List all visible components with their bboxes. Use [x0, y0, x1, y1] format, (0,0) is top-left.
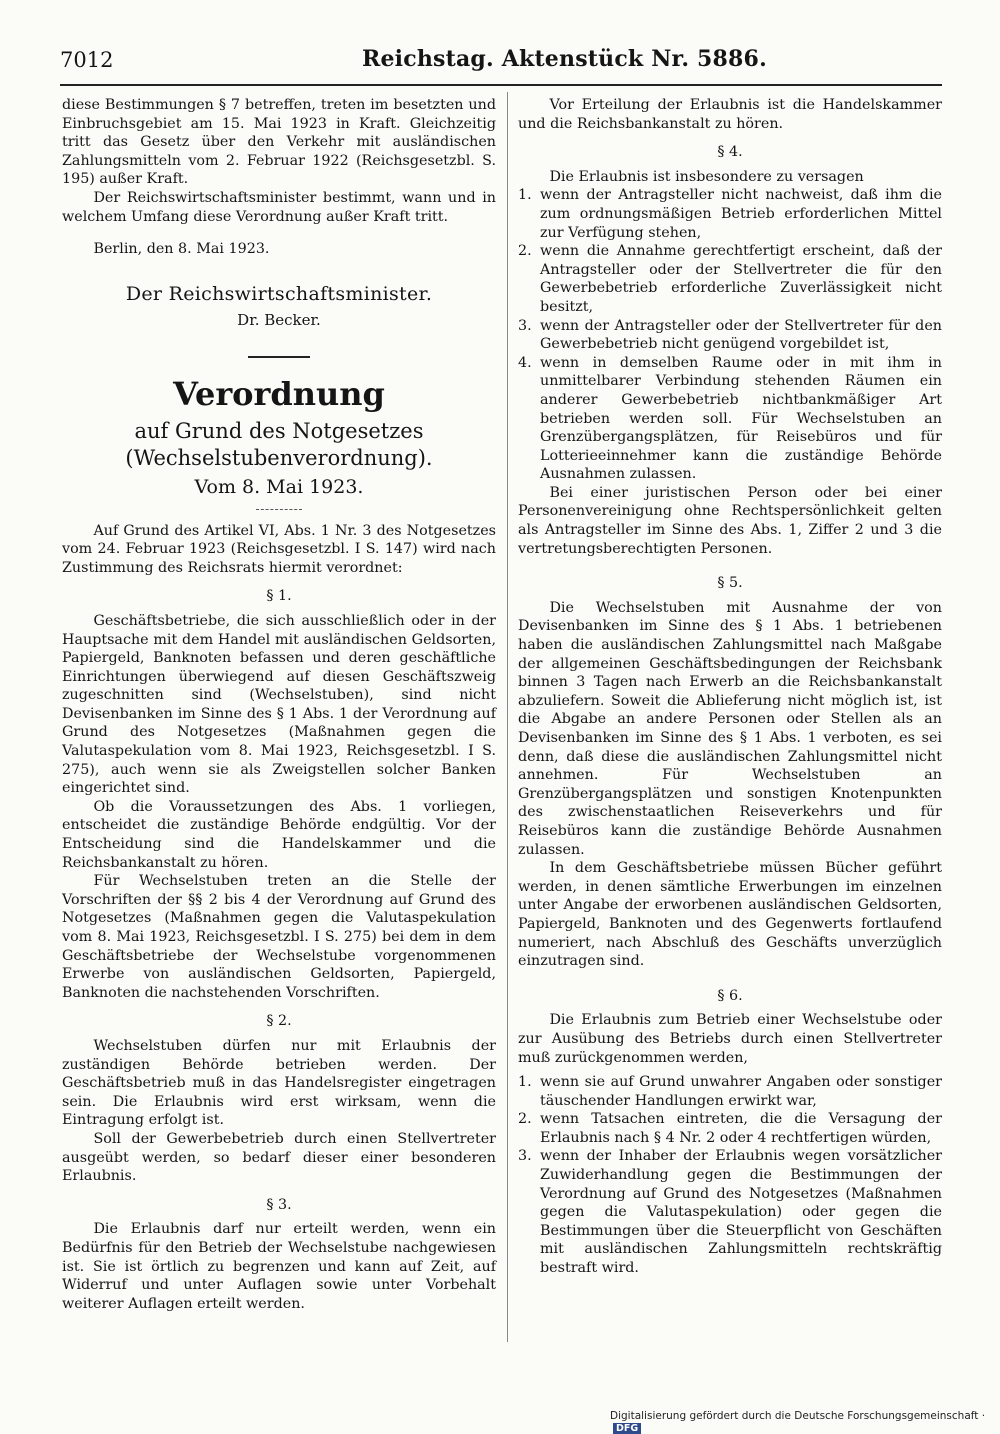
- column-divider: [507, 92, 508, 1342]
- list-item: [518, 1147, 942, 1277]
- section-heading: § 6.: [717, 987, 743, 1004]
- list-text: wenn Tatsachen eintreten, die die Versagung der Erlaubnis nach § 4 Nr. 2 oder 4 rechtfertigen würden,: [540, 1111, 942, 1146]
- list-text: wenn der Antragsteller oder der Stellvertreter für den Gewerbebetrieb nicht genügend vorgebildet ist,: [540, 317, 942, 353]
- header-rule: [60, 84, 942, 86]
- preamble: Auf Grund des Artikel VI, Abs. 1 Nr. 3 des Notgesetzes vom 24. Februar 1923 (Reichsgesetzbl. I S. 147) wird nach Zustimmung des Reichsrats hiermit verordnet:: [62, 522, 496, 576]
- list-text: wenn die Annahme gerechtfertigt erscheint, daß der Antragsteller oder der Stellvertreter die für den Gewerbebetrieb erforderliche Zuverlässigkeit nicht besitzt,: [540, 243, 942, 315]
- section-paragraph: In dem Geschäftsbetriebe müssen Bücher geführt werden, in denen sämtliche Erwerbungen im einzelnen unter Angabe der erworbenen ausländischen Geldsorten, Papiergeld, Banknoten und des Gegenwerts fortlaufend numeriert, nach Abschluß des Geschäfts unverzüglich einzutragen sind.: [518, 860, 942, 970]
- running-title: Reichstag. Aktenstück Nr. 5886.: [362, 46, 767, 72]
- digitization-credit: [610, 1410, 1000, 1434]
- section-heading: § 1.: [266, 588, 292, 605]
- list-number: 3.: [518, 1148, 532, 1165]
- list-item: [518, 1073, 942, 1110]
- list-number: 2.: [518, 1111, 532, 1128]
- section-paragraph: Vor Erteilung der Erlaubnis ist die Handelskammer und die Reichsbankanstalt zu hören.: [518, 97, 942, 132]
- dfg-logo: DFG: [613, 1423, 641, 1434]
- footer-text: Digitalisierung gefördert durch die Deutsche Forschungsgemeinschaft ·: [610, 1410, 986, 1422]
- section-paragraph: Soll der Gewerbebetrieb durch einen Stellvertreter ausgeübt werden, so bedarf dieser einer besonderen Erlaubnis.: [62, 1130, 496, 1185]
- list-item: [518, 317, 942, 354]
- separator-rule: [248, 356, 310, 358]
- decree-title: Verordnung: [173, 374, 385, 413]
- page-number: 7012: [60, 48, 114, 72]
- intro-paragraph: Der Reichswirtschaftsminister bestimmt, wann und in welchem Umfang diese Verordnung außer Kraft tritt.: [62, 189, 496, 225]
- list-number: 1.: [518, 1074, 532, 1091]
- section-paragraph: Wechselstuben dürfen nur mit Erlaubnis der zuständigen Behörde betrieben werden. Der Geschäftsbetrieb muß in das Handelsregister eingetragen sein. Die Erlaubnis wird erst wirksam, wenn die Eintragung erfolgt ist.: [62, 1037, 496, 1129]
- section-paragraph: Für Wechselstuben treten an die Stelle der Vorschriften der §§ 2 bis 4 der Verordnung auf Grund des Notgesetzes (Maßnahmen gegen die Valutaspekulation vom 8. Mai 1923, Reichsgesetzbl. I S. 275) bei dem in dem Geschäftsbetriebe der Wechselstube vorgenommenen Erwerbe von ausländischen Geldsorten, Papiergeld, Banknoten die nachstehenden Vorschriften.: [62, 873, 496, 1001]
- list-text: wenn der Antragsteller nicht nachweist, daß ihm die zum ordnungsmäßigen Betrieb erforderlichen Mittel zur Verfügung stehen,: [540, 187, 942, 241]
- list-number: 4.: [518, 354, 532, 371]
- section-paragraph: Die Erlaubnis darf nur erteilt werden, wenn ein Bedürfnis für den Betrieb der Wechselstube nachgewiesen ist. Sie ist örtlich zu begrenzen und kann auf Zeit, auf Widerruf und unter Auflagen sowie unter Vorbehalt weiterer Auflagen erteilt werden.: [62, 1221, 496, 1312]
- list-item: [518, 1110, 942, 1147]
- minister-signature: Der Reichswirtschaftsminister.: [125, 282, 433, 305]
- section-heading: § 5.: [717, 575, 743, 592]
- decree-date: Vom 8. Mai 1923.: [194, 475, 364, 498]
- list-number: 2.: [518, 243, 532, 260]
- place-date: Berlin, den 8. Mai 1923.: [93, 241, 270, 258]
- minister-name: Dr. Becker.: [237, 311, 321, 330]
- list-number: 1.: [518, 187, 532, 204]
- right-column: [518, 96, 942, 1278]
- separator-dash: [256, 509, 302, 510]
- intro-paragraph: diese Bestimmungen § 7 betreffen, treten im besetzten und Einbruchsgebiet am 15. Mai 1923 in Kraft. Gleichzeitig tritt das Gesetz über den Verkehr mit ausländischen Zahlungsmitteln vom 2. Februar 1922 (Reichsgesetzbl. S. 195) außer Kraft.: [62, 97, 496, 188]
- section-intro: Die Erlaubnis ist insbesondere zu versagen: [549, 168, 864, 185]
- section-6-list: [518, 1073, 942, 1278]
- section-heading: § 3.: [266, 1196, 292, 1213]
- section-paragraph: Bei einer juristischen Person oder bei einer Personenvereinigung ohne Rechtspersönlichkeit gelten als Antragsteller im Sinne des Abs. 1, Ziffer 2 und 3 die vertretungsberechtigten Personen.: [518, 484, 942, 557]
- section-4-list: [518, 186, 942, 484]
- list-number: 3.: [518, 317, 532, 334]
- left-column: [62, 96, 496, 1313]
- section-heading: § 4.: [717, 144, 743, 161]
- section-paragraph: Geschäftsbetriebe, die sich ausschließlich oder in der Hauptsache mit dem Handel mit ausländischen Geldsorten, Papiergeld, Banknoten befassen und deren geschäftliche Einrichtungen überwiegend auf diesen Geschäftszweig zugeschnitten sind (Wechselstuben), sind nicht Devisenbanken im Sinne des § 1 Abs. 1 der Verordnung auf Grund des Notgesetzes (Maßnahmen gegen die Valutaspekulation vom 8. Mai 1923, Reichsgesetzbl. I S. 275), auch wenn sie als Zweigstellen solcher Banken eingerichtet sind.: [62, 612, 496, 797]
- section-intro: Die Erlaubnis zum Betrieb einer Wechselstube oder zur Ausübung des Betriebs durch einen Stellvertreter muß zurückgenommen werden,: [518, 1012, 942, 1066]
- list-item: [518, 186, 942, 242]
- list-text: wenn sie auf Grund unwahrer Angaben oder sonstiger täuschender Handlungen erwirkt war,: [540, 1074, 942, 1109]
- section-paragraph: Ob die Voraussetzungen des Abs. 1 vorliegen, entscheidet die zuständige Behörde endgültig. Vor der Entscheidung sind die Handelskammer und die Reichsbankanstalt zu hören.: [62, 798, 496, 871]
- decree-subtitle: auf Grund des Notgesetzes (Wechselstubenverordnung).: [125, 418, 433, 470]
- list-item: [518, 242, 942, 316]
- list-text: wenn in demselben Raume oder in mit ihm in unmittelbarer Verbindung stehenden Räumen ein anderer Gewerbebetrieb nichtbankmäßiger Art betrieben werden soll. Für Wechselstuben an Grenzübergangsplätzen, für Reisebüros und für Lotterieeinnehmer kann die zuständige Behörde Ausnahmen zulassen.: [540, 354, 942, 483]
- list-item: [518, 354, 942, 484]
- section-heading: § 2.: [266, 1013, 292, 1030]
- section-paragraph: Die Wechselstuben mit Ausnahme der von Devisenbanken im Sinne des § 1 Abs. 1 betriebenen haben die ausländischen Zahlungsmittel nach Maßgabe der allgemeinen Geschäftsbedingungen der Reichsbank binnen 3 Tagen nach Erwerb an die Reichsbankanstalt abzuliefern. Soweit die Ablieferung nicht möglich ist, ist die Abgabe an andere Personen oder Stellen als an Devisenbanken im Sinne des § 1 Abs. 1 verboten, es sei denn, daß diese die ausländischen Zahlungsmittel nicht annehmen. Für Wechselstuben an Grenzübergangsplätzen und sonstigen Knotenpunkten des zwischenstaatlichen Reiseverkehrs und für Reisebüros kann die zuständige Behörde Ausnahmen zulassen.: [518, 599, 942, 858]
- list-text: wenn der Inhaber der Erlaubnis wegen vorsätzlicher Zuwiderhandlung gegen die Bestimmungen der Verordnung auf Grund des Notgesetzes (Maßnahmen gegen die Valutaspekulation) oder gegen die Bestimmungen über die Steuerpflicht von Geschäften mit ausländischen Zahlungsmitteln rechtskräftig bestraft wird.: [540, 1148, 942, 1277]
